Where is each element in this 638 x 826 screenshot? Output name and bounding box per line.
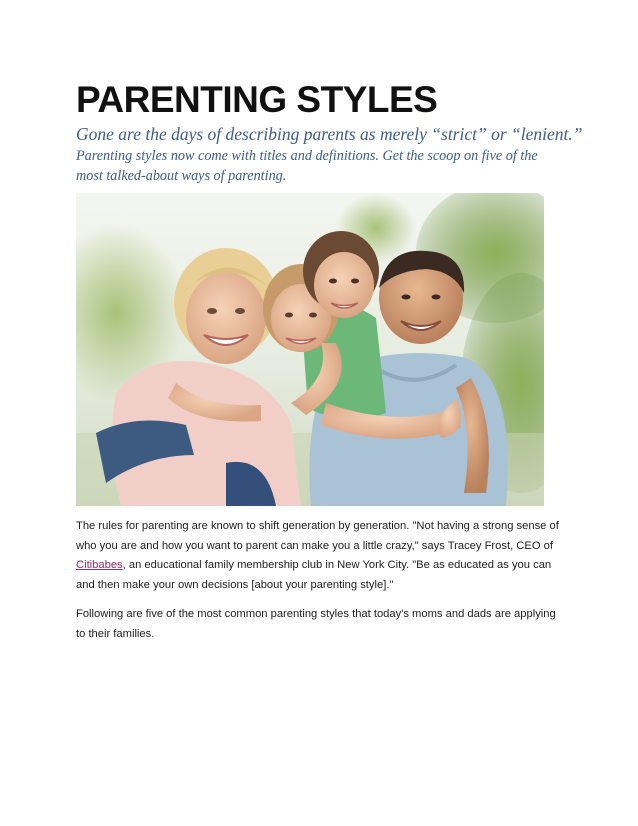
- subtitle: [76, 124, 583, 186]
- page-title: PARENTING STYLES: [76, 79, 438, 120]
- citibabes-link[interactable]: Citibabes: [76, 559, 123, 571]
- paragraph-intro: [76, 517, 566, 595]
- paragraph-intro-text-end: , an educational family membership club in New York City. "Be as educated as you can and then make your own decisions [about your parenting style].": [76, 559, 552, 591]
- subtitle-rest: Parenting styles now come with titles and definitions. Get the scoop on five of the most talked-about ways of parenting.: [76, 148, 538, 184]
- paragraph-intro-text: The rules for parenting are known to shift generation by generation. "Not having a strong sense of who you are and how you want to parent can make you a little crazy," says Tracey Frost, CEO of: [76, 520, 559, 552]
- family-photo: [76, 193, 544, 506]
- paragraph-following: Following are five of the most common parenting styles that today's moms and dads are applying to their families.: [76, 608, 556, 640]
- subtitle-lead: Gone are the days of describing parents as merely “strict” or “lenient.”: [76, 124, 583, 144]
- article-body: [76, 517, 566, 654]
